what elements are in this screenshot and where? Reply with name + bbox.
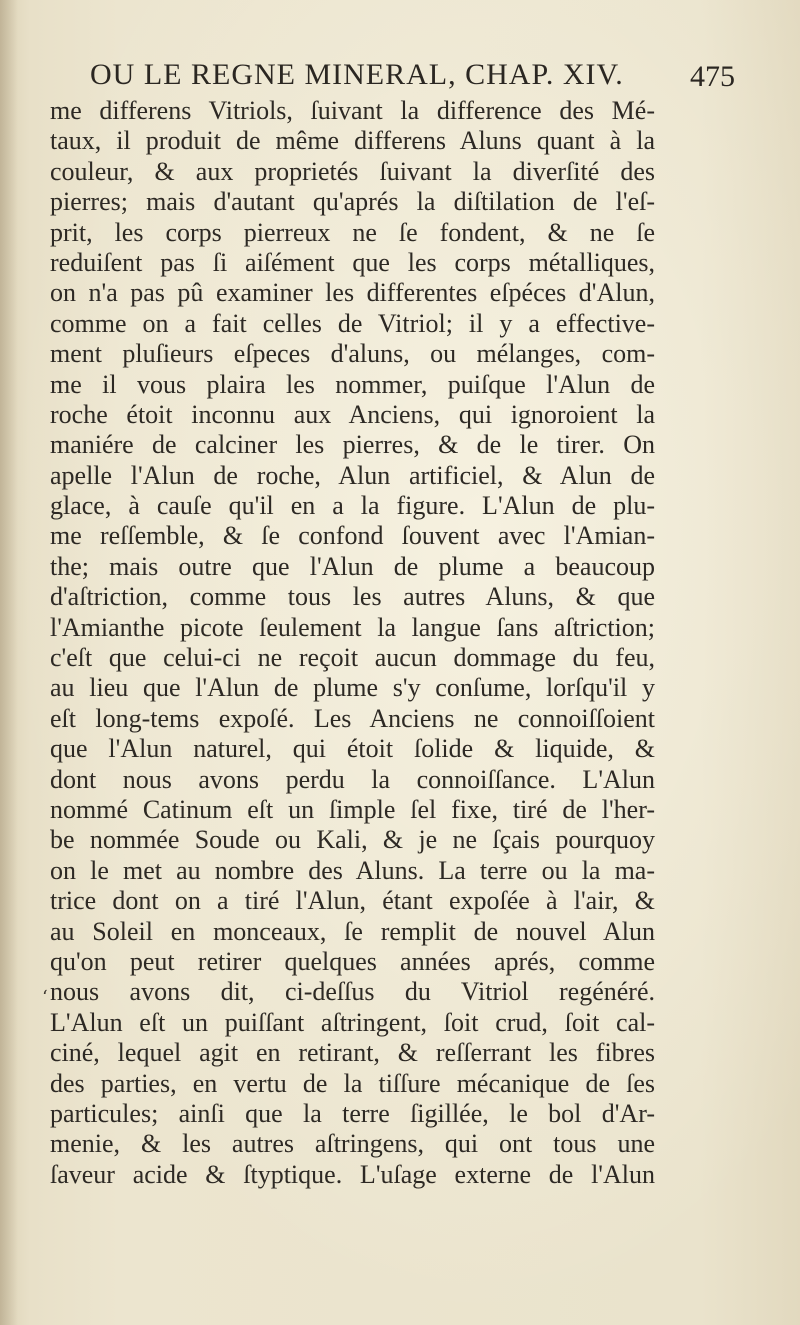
text-line: the; mais outre que l'Alun de plume a beaucoup bbox=[50, 551, 655, 581]
text-line: nommé Catinum eſt un ſimple ſel fixe, tiré de l'her- bbox=[50, 794, 655, 824]
text-line: roche étoit inconnu aux Anciens, qui ignoroient la bbox=[50, 399, 655, 429]
text-line: comme on a fait celles de Vitriol; il y a effectivе- bbox=[50, 308, 655, 338]
text-line: on n'a pas pû examiner les differentes eſpéces d'Alun, bbox=[50, 278, 655, 308]
text-line: reduiſent pas ſi aiſément que les corps métalliques, bbox=[50, 247, 655, 277]
text-line: maniére de calciner les pierres, & de le tirer. On bbox=[50, 430, 655, 460]
text-line: ciné, lequel agit en retirant, & reſſerrant les fibres bbox=[50, 1038, 655, 1068]
text-line: be nommée Soude ou Kali, & je ne ſçais pourquoy bbox=[50, 825, 655, 855]
body-text bbox=[50, 96, 655, 1190]
text-line: eſt long-tems expoſé. Les Anciens ne connoiſſoient bbox=[50, 703, 655, 733]
text-line: me differens Vitriols, ſuivant la difference des Mé- bbox=[50, 96, 655, 125]
text-line: glace, à cauſe qu'il en a la figure. L'Alun de plu- bbox=[50, 491, 655, 521]
text-line: ment pluſieurs eſpeces d'aluns, ou mélanges, com- bbox=[50, 339, 655, 369]
text-line: apelle l'Alun de roche, Alun artificiel, & Alun de bbox=[50, 460, 655, 490]
text-line: au Soleil en monceaux, ſe remplit de nouvel Alun bbox=[50, 916, 655, 946]
text-line: qu'on peut retirer quelques années aprés, comme bbox=[50, 946, 655, 976]
text-line: menie, & les autres aſtringens, qui ont tous une bbox=[50, 1129, 655, 1159]
text-line: particules; ainſi que la terre ſigillée, le bol d'Ar- bbox=[50, 1098, 655, 1128]
page-number: 475 bbox=[690, 60, 735, 93]
text-line: me il vous plaira les nommer, puiſque l'Alun de bbox=[50, 369, 655, 399]
margin-mark: ‘ bbox=[42, 987, 48, 1008]
text-line: ſaveur acide & ſtyptique. L'uſage externe de l'Alun bbox=[50, 1159, 655, 1189]
text-line: d'aſtriction, comme tous les autres Aluns, & que bbox=[50, 582, 655, 612]
page-gutter-shadow bbox=[0, 0, 18, 1325]
text-line: l'Amianthe picote ſeulement la langue ſans aſtriction; bbox=[50, 612, 655, 642]
text-line: dont nous avons perdu la connoiſſance. L'Alun bbox=[50, 764, 655, 794]
text-line: c'eſt que celui-ci ne reçoit aucun dommage du feu, bbox=[50, 643, 655, 673]
text-line: me reſſemble, & ſe confond ſouvent avec l'Amian- bbox=[50, 521, 655, 551]
text-line: on le met au nombre des Aluns. La terre ou la ma- bbox=[50, 855, 655, 885]
text-line: prit, les corps pierreux ne ſe fondent, & ne ſe bbox=[50, 217, 655, 247]
running-head: OU LE REGNE MINERAL, CHAP. XIV. bbox=[90, 58, 624, 91]
text-line: trice dont on a tiré l'Alun, étant expoſée à l'air, & bbox=[50, 886, 655, 916]
text-line: taux, il produit de même differens Aluns quant à la bbox=[50, 126, 655, 156]
text-line: des parties, en vertu de la tiſſure mécanique de ſes bbox=[50, 1068, 655, 1098]
text-line: nous avons dit, ci-deſſus du Vitriol regénéré. bbox=[50, 977, 655, 1007]
text-line: couleur, & aux proprietés ſuivant la diverſité des bbox=[50, 156, 655, 186]
text-line: L'Alun eſt un puiſſant aſtringent, ſoit crud, ſoit cal- bbox=[50, 1007, 655, 1037]
text-line: pierres; mais d'autant qu'aprés la diſtilation de l'eſ- bbox=[50, 187, 655, 217]
text-line: que l'Alun naturel, qui étoit ſolide & liquide, & bbox=[50, 734, 655, 764]
text-line: au lieu que l'Alun de plume s'y conſume, lorſqu'il y bbox=[50, 673, 655, 703]
